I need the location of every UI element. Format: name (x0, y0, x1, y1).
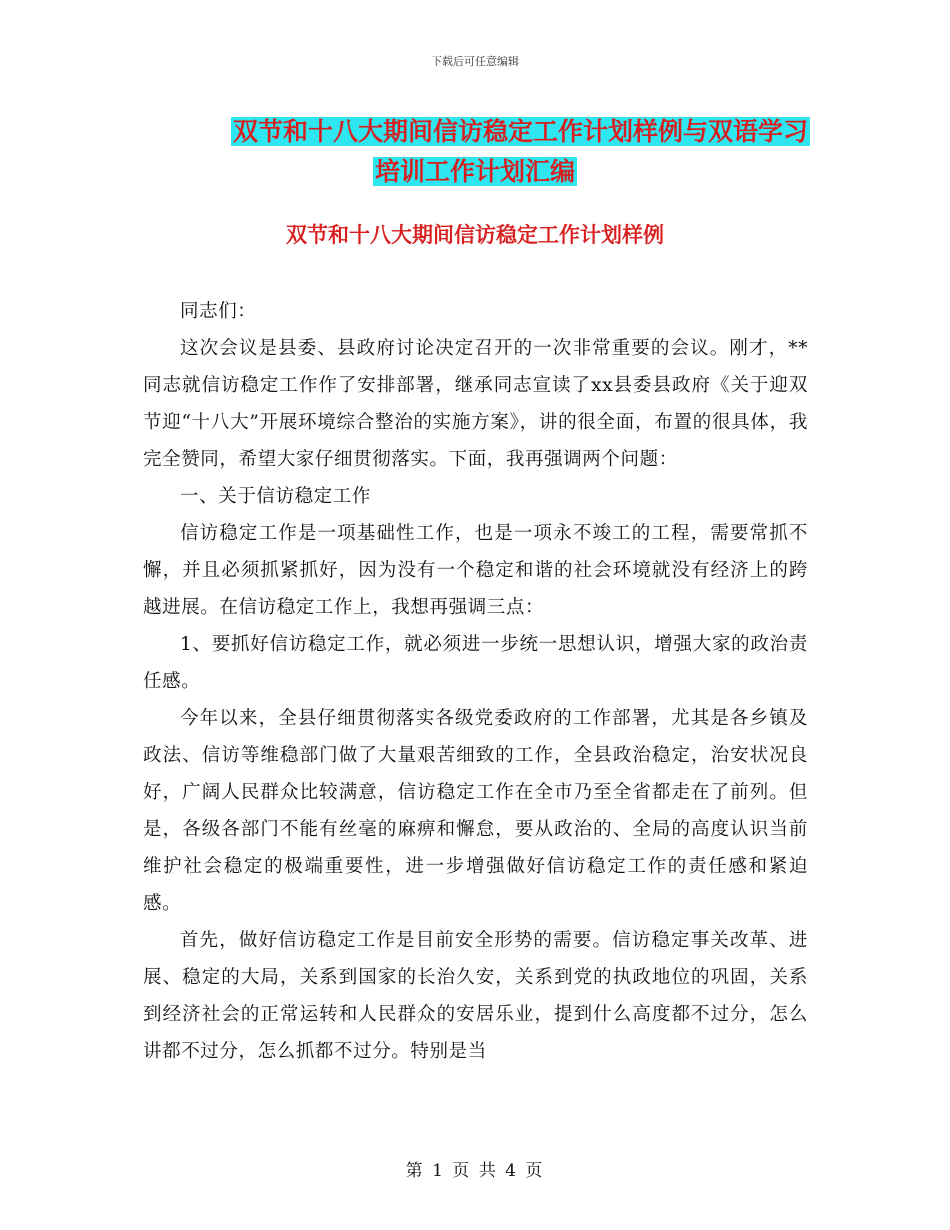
paragraph: 一、关于信访稳定工作 (180, 486, 372, 507)
document-title (140, 112, 810, 192)
paragraph: 首先，做好信访稳定工作是目前安全形势的需要。信访稳定事关改革、进展、稳定的大局，关系到国家的长治久安，关系到党的执政地位的巩固，关系到经济社会的正常运转和人民群众的安居乐业，提到什么高度都不过分，怎么讲都不过分，怎么抓都不过分。特别是当 (143, 930, 808, 1062)
paragraph: 今年以来，全县仔细贯彻落实各级党委政府的工作部署，尤其是各乡镇及政法、信访等维稳部门做了大量艰苦细致的工作，全县政治稳定，治安状况良好，广阔人民群众比较满意，信访稳定工作在全市乃至全省都走在了前列。但是，各级各部门不能有丝毫的麻痹和懈怠，要从政治的、全局的高度认识当前维护社会稳定的极端重要性，进一步增强做好信访稳定工作的责任感和紧迫感。 (143, 708, 808, 914)
document-body (143, 293, 808, 1070)
title-line-2: 培训工作计划汇编 (374, 157, 575, 186)
paragraph: 信访稳定工作是一项基础性工作，也是一项永不竣工的工程，需要常抓不懈，并且必须抓紧抓好，因为没有一个稳定和谐的社会环境就没有经济上的跨越进展。在信访稳定工作上，我想再强调三点： (143, 523, 808, 618)
paragraph: 这次会议是县委、县政府讨论决定召开的一次非常重要的会议。刚才，**同志就信访稳定工作作了安排部署，继承同志宣读了xx县委县政府《关于迎双节迎“十八大”开展环境综合整治的实施方案》，讲的很全面，布置的很具体，我完全赞同，希望大家仔细贯彻落实。下面，我再强调两个问题： (143, 338, 808, 470)
page-number-footer: 第 1 页 共 4 页 (405, 1161, 545, 1181)
paragraph: 1、要抓好信访稳定工作，就必须进一步统一思想认识，增强大家的政治责任感。 (143, 634, 808, 692)
paragraph: 同志们： (180, 301, 257, 322)
section-title: 双节和十八大期间信访稳定工作计划样例 (286, 223, 664, 247)
header-note: 下载后可任意编辑 (431, 55, 519, 68)
title-line-1: 双节和十八大期间信访稳定工作计划样例与双语学习 (232, 117, 808, 146)
